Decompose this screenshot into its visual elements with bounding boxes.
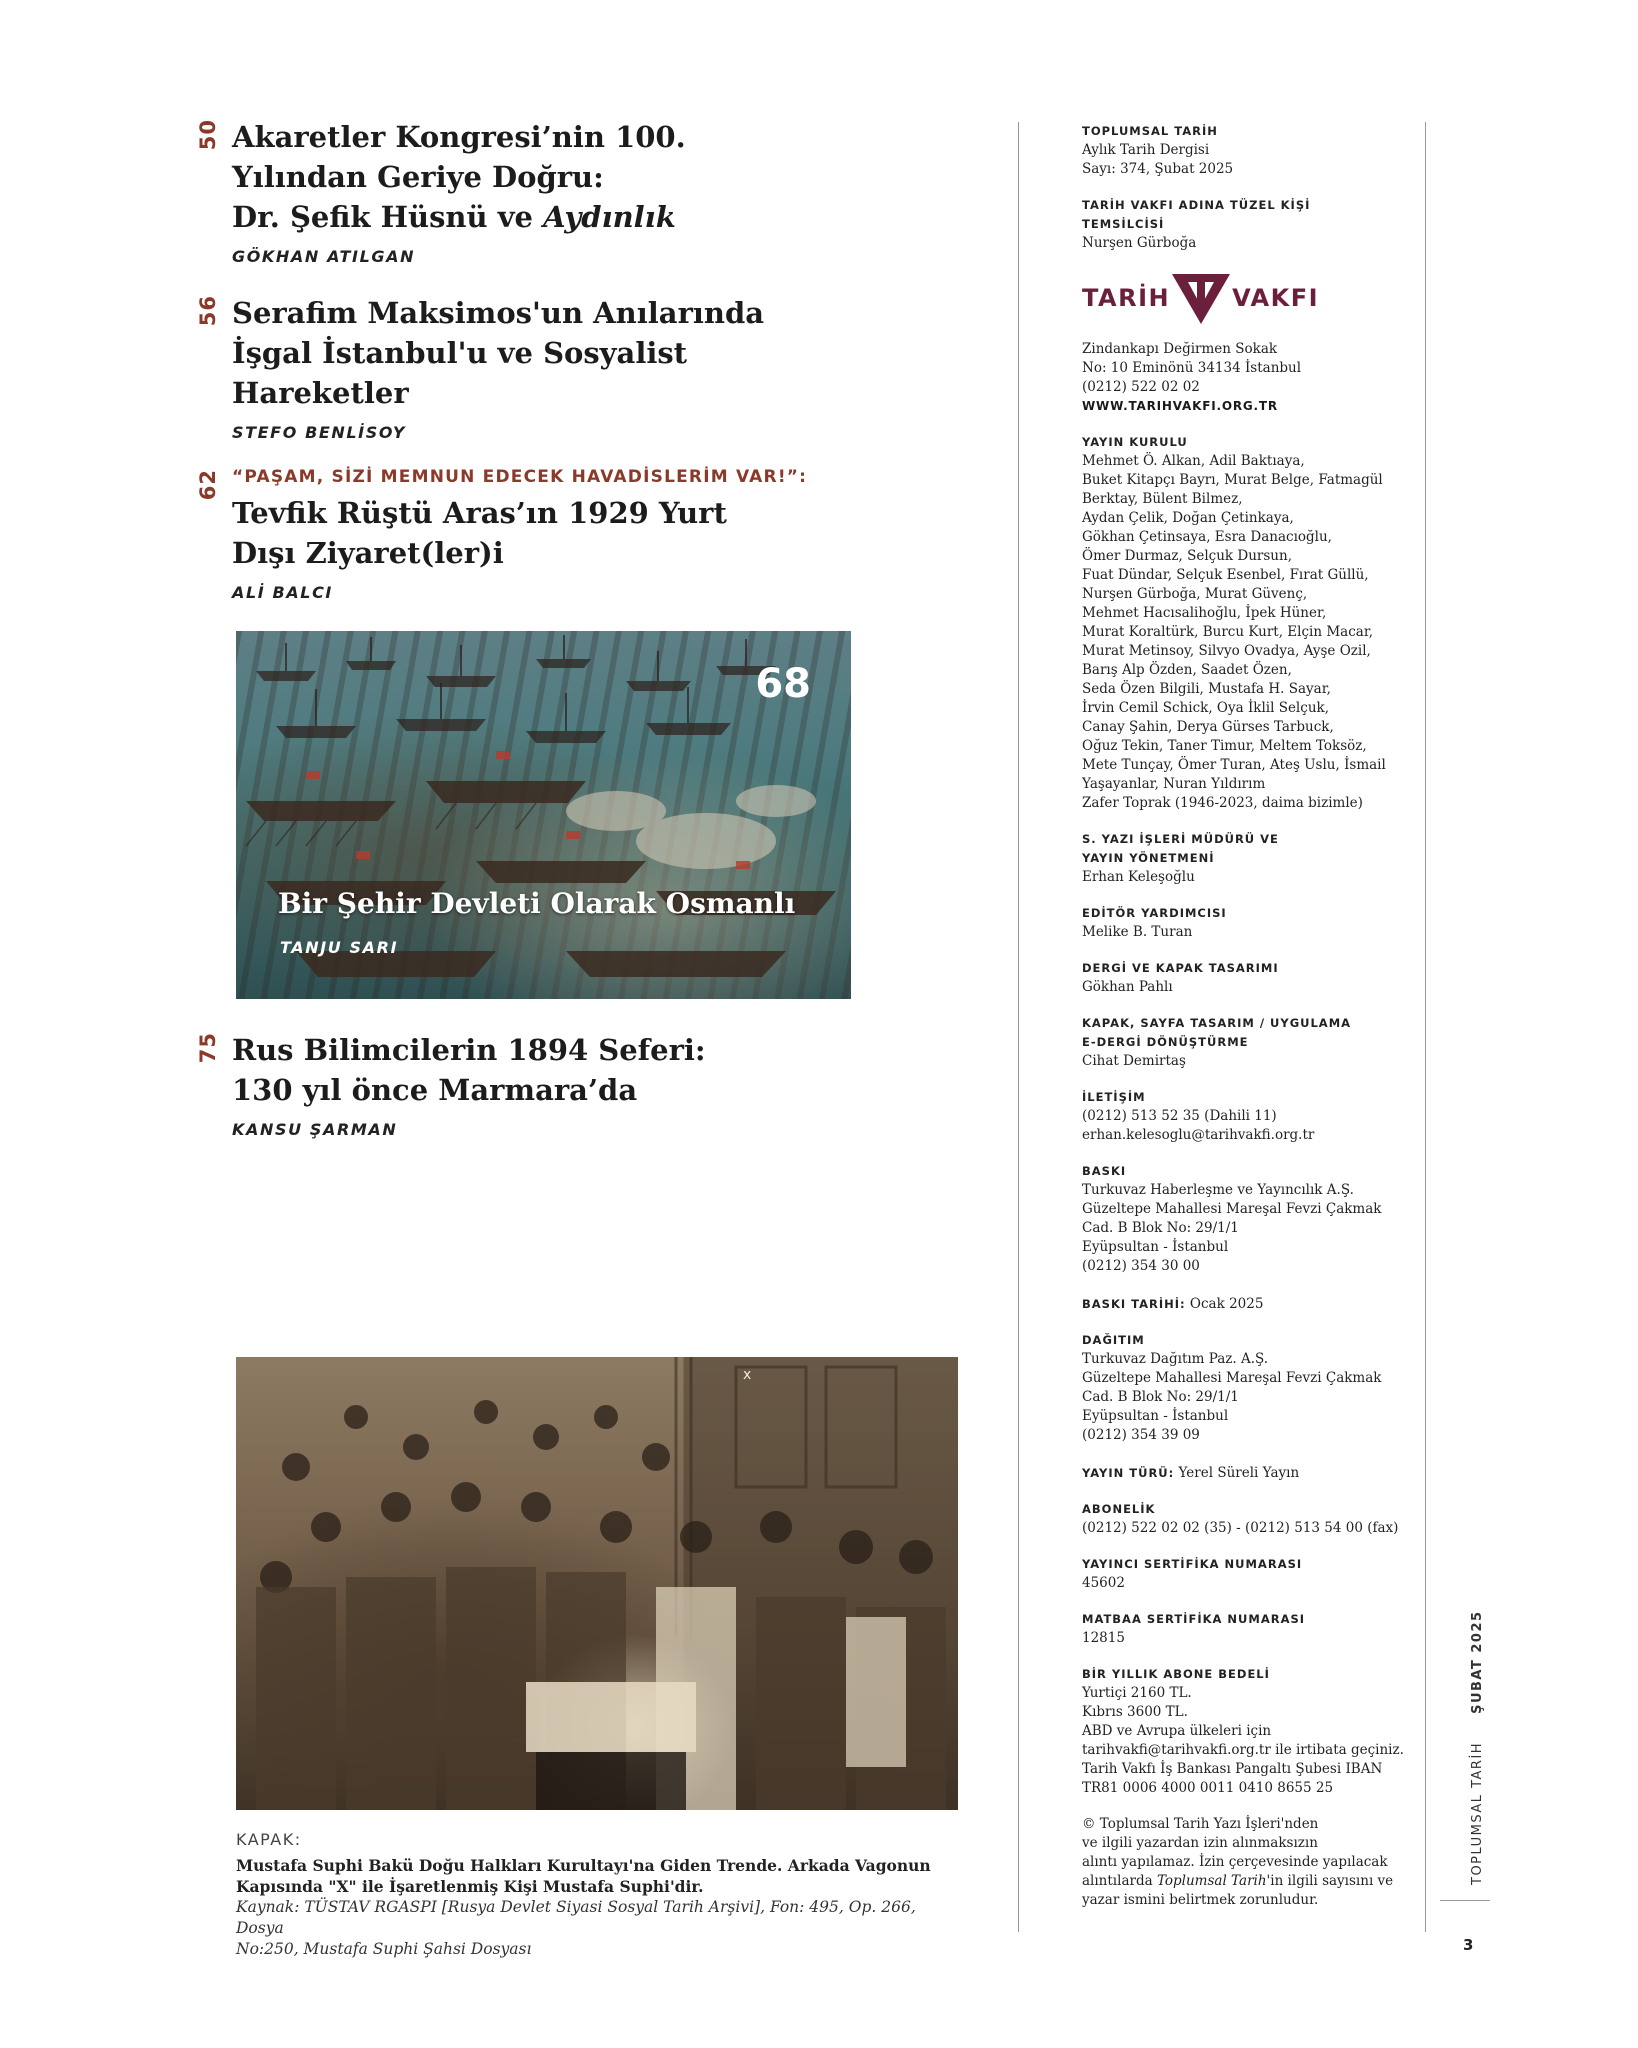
mh-distribution bbox=[1082, 1331, 1427, 1445]
mh-line: Nurşen Gürboğa bbox=[1082, 235, 1197, 251]
caption-line: Mustafa Suphi Bakü Doğu Halkları Kurultayı'na Giden Trende. Arkada Vagonun bbox=[236, 1856, 931, 1875]
mh-line: Barış Alp Özden, Saadet Özen, bbox=[1082, 662, 1292, 678]
mh-editor-in-chief bbox=[1082, 830, 1427, 887]
feature-title: Bir Şehir Devleti Olarak Osmanlı bbox=[278, 887, 796, 920]
page-number: 56 bbox=[196, 295, 220, 327]
running-issue: ŞUBAT 2025 bbox=[1470, 1610, 1485, 1714]
cover-source bbox=[236, 1897, 966, 1960]
mh-label: YAYIN TÜRÜ: bbox=[1082, 1466, 1175, 1480]
mh-line: Zafer Toprak (1946-2023, daima bizimle) bbox=[1082, 795, 1363, 811]
mh-line: tarihvakfi@tarihvakfi.org.tr ile irtibata geçiniz. bbox=[1082, 1742, 1404, 1758]
mh-line: Erhan Keleşoğlu bbox=[1082, 869, 1195, 885]
copyright-line bbox=[1082, 1872, 1427, 1891]
article-title bbox=[232, 293, 792, 413]
mh-label: TEMSİLCİSİ bbox=[1082, 217, 1165, 231]
copyright-line: © Toplumsal Tarih Yazı İşleri'nden bbox=[1082, 1816, 1319, 1832]
mh-label: BASKI TARİHİ: bbox=[1082, 1297, 1186, 1311]
mh-line: Oğuz Tekin, Taner Timur, Meltem Toksöz, bbox=[1082, 738, 1367, 754]
feature-image[interactable] bbox=[236, 631, 851, 999]
cover-photo bbox=[236, 1357, 958, 1810]
mh-publisher-cert bbox=[1082, 1555, 1427, 1593]
caption-line: Kapısında "X" ile İşaretlenmiş Kişi Mustafa Suphi'dir. bbox=[236, 1877, 704, 1896]
mh-line: Cad. B Blok No: 29/1/1 bbox=[1082, 1220, 1239, 1236]
page-number: 75 bbox=[196, 1032, 220, 1064]
column-divider bbox=[1018, 122, 1019, 1932]
email-link[interactable]: erhan.kelesoglu@tarihvakfi.org.tr bbox=[1082, 1127, 1315, 1143]
title-line: Tevfik Rüştü Aras’ın 1929 Yurt bbox=[232, 496, 727, 530]
mh-line: Nurşen Gürboğa, Murat Güvenç, bbox=[1082, 586, 1308, 602]
title-line: Serafim Maksimos'un Anılarında bbox=[232, 296, 765, 330]
mh-line: Berktay, Bülent Bilmez, bbox=[1082, 491, 1243, 507]
mh-line: Fuat Dündar, Selçuk Esenbel, Fırat Güllü, bbox=[1082, 567, 1369, 583]
article-title bbox=[232, 117, 792, 237]
mh-line: Turkuvaz Dağıtım Paz. A.Ş. bbox=[1082, 1351, 1269, 1367]
mh-line: Cad. B Blok No: 29/1/1 bbox=[1082, 1389, 1239, 1405]
copyright-notice bbox=[1082, 1815, 1427, 1910]
logo-word-right: VAKFI bbox=[1232, 284, 1320, 312]
mh-printing-cert bbox=[1082, 1610, 1427, 1648]
mh-line: Eyüpsultan - İstanbul bbox=[1082, 1239, 1229, 1255]
article-author: ALİ BALCI bbox=[232, 583, 333, 602]
mh-label: DERGİ VE KAPAK TASARIMI bbox=[1082, 961, 1279, 975]
mh-line: Murat Metinsoy, Silvyo Ovadya, Ayşe Ozil, bbox=[1082, 643, 1371, 659]
mh-magazine bbox=[1082, 122, 1427, 179]
mh-line: Buket Kitapçı Bayrı, Murat Belge, Fatmagül bbox=[1082, 472, 1383, 488]
mh-line: (0212) 354 39 09 bbox=[1082, 1427, 1200, 1443]
mh-label: ABONELİK bbox=[1082, 1502, 1156, 1516]
cover-caption bbox=[236, 1830, 966, 1960]
article-author: KANSU ŞARMAN bbox=[232, 1120, 398, 1139]
toc-entry-56[interactable] bbox=[196, 293, 792, 442]
source-line: Kaynak: TÜSTAV RGASPI [Rusya Devlet Siyasi Sosyal Tarih Arşivi], Fon: 495, Op. 266, Dosya bbox=[236, 1898, 916, 1937]
mh-line: Mehmet Hacısalihoğlu, İpek Hüner, bbox=[1082, 605, 1327, 621]
running-footer bbox=[1470, 1610, 1485, 1885]
title-line: Akaretler Kongresi’nin 100. bbox=[232, 120, 686, 154]
article-title bbox=[232, 493, 792, 573]
mh-label: İLETİŞİM bbox=[1082, 1090, 1146, 1104]
toc-entry-75[interactable] bbox=[196, 1030, 792, 1139]
mh-line: Mete Tunçay, Ömer Turan, Ateş Uslu, İsmail bbox=[1082, 757, 1386, 773]
photo-x-mark: x bbox=[743, 1367, 752, 1383]
mh-line: Tarih Vakfı İş Bankası Pangaltı Şubesi IBAN bbox=[1082, 1761, 1383, 1777]
mh-board bbox=[1082, 433, 1427, 813]
article-author: GÖKHAN ATILGAN bbox=[232, 247, 416, 266]
page-folio: 3 bbox=[1463, 1936, 1474, 1954]
mh-label: E-DERGİ DÖNÜŞTÜRME bbox=[1082, 1035, 1249, 1049]
masthead bbox=[1082, 122, 1427, 1910]
mh-label: BİR YILLIK ABONE BEDELİ bbox=[1082, 1667, 1270, 1681]
copyright-line: ve ilgili yazardan izin alınmaksızın bbox=[1082, 1835, 1318, 1851]
mh-label: EDİTÖR YARDIMCISI bbox=[1082, 906, 1227, 920]
mh-line: Turkuvaz Haberleşme ve Yayıncılık A.Ş. bbox=[1082, 1182, 1354, 1198]
title-italic: Aydınlık bbox=[543, 200, 676, 234]
mh-line: Yurtiçi 2160 TL. bbox=[1082, 1685, 1192, 1701]
article-title bbox=[232, 1030, 792, 1110]
mh-label: TARİH VAKFI ADINA TÜZEL KİŞİ bbox=[1082, 198, 1311, 212]
mh-label: TOPLUMSAL TARİH bbox=[1082, 124, 1218, 138]
crowd-at-train-photo bbox=[236, 1357, 958, 1810]
mh-line: (0212) 522 02 02 bbox=[1082, 379, 1200, 395]
mh-assistant-editor bbox=[1082, 904, 1427, 942]
mh-line: Yaşayanlar, Nuran Yıldırım bbox=[1082, 776, 1266, 792]
mh-line: Cihat Demirtaş bbox=[1082, 1053, 1186, 1069]
title-line: Yılından Geriye Doğru: bbox=[232, 160, 604, 194]
mh-line: Gökhan Çetinsaya, Esra Danacıoğlu, bbox=[1082, 529, 1332, 545]
mh-line: Mehmet Ö. Alkan, Adil Baktıaya, bbox=[1082, 453, 1305, 469]
copyright-text: alıntılarda bbox=[1082, 1873, 1157, 1889]
mh-line: Güzeltepe Mahallesi Mareşal Fevzi Çakmak bbox=[1082, 1370, 1382, 1386]
title-line: Hareketler bbox=[232, 376, 409, 410]
mh-print-date bbox=[1082, 1293, 1427, 1314]
copyright-line: alıntı yapılamaz. İzin çerçevesinde yapılacak bbox=[1082, 1854, 1388, 1870]
mh-line: Aydan Çelik, Doğan Çetinkaya, bbox=[1082, 510, 1294, 526]
mh-line: Murat Koraltürk, Burcu Kurt, Elçin Macar, bbox=[1082, 624, 1374, 640]
cover-caption-text bbox=[236, 1855, 966, 1897]
mh-line: İrvin Cemil Schick, Oya İklil Selçuk, bbox=[1082, 700, 1329, 716]
mh-representative bbox=[1082, 196, 1427, 253]
mh-line: Güzeltepe Mahallesi Mareşal Fevzi Çakmak bbox=[1082, 1201, 1382, 1217]
mh-label: BASKI bbox=[1082, 1164, 1127, 1178]
toc-entry-62[interactable] bbox=[196, 467, 808, 602]
mh-line: Kıbrıs 3600 TL. bbox=[1082, 1704, 1188, 1720]
mh-line: Ocak 2025 bbox=[1185, 1296, 1264, 1312]
mh-label: YAYINCI SERTİFİKA NUMARASI bbox=[1082, 1557, 1303, 1571]
mh-line: ABD ve Avrupa ülkeleri için bbox=[1082, 1723, 1272, 1739]
mh-line: No: 10 Eminönü 34134 İstanbul bbox=[1082, 360, 1302, 376]
mh-line: Yerel Süreli Yayın bbox=[1174, 1465, 1300, 1481]
logo-emblem-icon bbox=[1170, 270, 1232, 326]
mh-contact bbox=[1082, 1088, 1427, 1145]
title-line: Rus Bilimcilerin 1894 Seferi: bbox=[232, 1033, 706, 1067]
mh-line: Aylık Tarih Dergisi bbox=[1082, 142, 1210, 158]
mh-design bbox=[1082, 959, 1427, 997]
mh-line: TR81 0006 4000 0011 0410 8655 25 bbox=[1082, 1780, 1334, 1796]
mh-line: (0212) 354 30 00 bbox=[1082, 1258, 1200, 1274]
mh-print bbox=[1082, 1162, 1427, 1276]
mh-line: Ömer Durmaz, Selçuk Dursun, bbox=[1082, 548, 1292, 564]
source-line: No:250, Mustafa Suphi Şahsi Dosyası bbox=[236, 1940, 532, 1958]
article-author: STEFO BENLİSOY bbox=[232, 423, 407, 442]
mh-label: S. YAZI İŞLERİ MÜDÜRÜ VE bbox=[1082, 832, 1279, 846]
mh-line: Zindankapı Değirmen Sokak bbox=[1082, 341, 1278, 357]
mh-label: MATBAA SERTİFİKA NUMARASI bbox=[1082, 1612, 1306, 1626]
copyright-line: yazar ismini belirtmek zorunludur. bbox=[1082, 1892, 1319, 1908]
mh-line: Sayı: 374, Şubat 2025 bbox=[1082, 161, 1234, 177]
mh-line: Gökhan Pahlı bbox=[1082, 979, 1173, 995]
mh-address bbox=[1082, 340, 1427, 416]
feature-author: TANJU SARI bbox=[280, 938, 399, 957]
mh-line: Melike B. Turan bbox=[1082, 924, 1193, 940]
mh-line: 45602 bbox=[1082, 1575, 1125, 1591]
mh-publication-type bbox=[1082, 1462, 1427, 1483]
cover-label: KAPAK: bbox=[236, 1830, 302, 1849]
running-magazine-name: TOPLUMSAL TARİH bbox=[1470, 1741, 1485, 1885]
mh-line: (0212) 513 52 35 (Dahili 11) bbox=[1082, 1108, 1277, 1124]
mh-label: YAYIN KURULU bbox=[1082, 435, 1188, 449]
mh-layout bbox=[1082, 1014, 1427, 1071]
mh-line: (0212) 522 02 02 (35) - (0212) 513 54 00 (fax) bbox=[1082, 1520, 1399, 1536]
mh-line: Eyüpsultan - İstanbul bbox=[1082, 1408, 1229, 1424]
tarih-vakfi-logo[interactable] bbox=[1082, 270, 1427, 326]
article-kicker: “PAŞAM, SİZİ MEMNUN EDECEK HAVADİSLERİM VAR!”: bbox=[232, 467, 808, 487]
mh-label: YAYIN YÖNETMENİ bbox=[1082, 851, 1215, 865]
title-line: Dr. Şefik Hüsnü ve bbox=[232, 200, 544, 234]
mh-line: Canay Şahin, Derya Gürses Tarbuck, bbox=[1082, 719, 1334, 735]
mh-subscription bbox=[1082, 1500, 1427, 1538]
page-number: 50 bbox=[196, 119, 220, 151]
logo-word-left: TARİH bbox=[1082, 284, 1171, 312]
toc-entry-50[interactable] bbox=[196, 117, 792, 266]
mh-line: Seda Özen Bilgili, Mustafa H. Sayar, bbox=[1082, 681, 1331, 697]
mh-label: KAPAK, SAYFA TASARIM / UYGULAMA bbox=[1082, 1016, 1352, 1030]
copyright-italic: Toplumsal Tarih bbox=[1156, 1873, 1267, 1889]
mh-label: DAĞITIM bbox=[1082, 1333, 1145, 1347]
website-link[interactable]: WWW.TARIHVAKFI.ORG.TR bbox=[1082, 399, 1278, 413]
mh-line: 12815 bbox=[1082, 1630, 1125, 1646]
title-line: Dışı Ziyaret(ler)i bbox=[232, 536, 504, 570]
feature-page-number: 68 bbox=[755, 661, 811, 707]
title-line: İşgal İstanbul'u ve Sosyalist bbox=[232, 336, 688, 370]
title-line: 130 yıl önce Marmara’da bbox=[232, 1073, 638, 1107]
copyright-text: 'in ilgili sayısını ve bbox=[1266, 1873, 1394, 1889]
page-number: 62 bbox=[196, 469, 220, 501]
mh-annual-fee bbox=[1082, 1665, 1427, 1798]
folio-rule bbox=[1440, 1900, 1490, 1901]
